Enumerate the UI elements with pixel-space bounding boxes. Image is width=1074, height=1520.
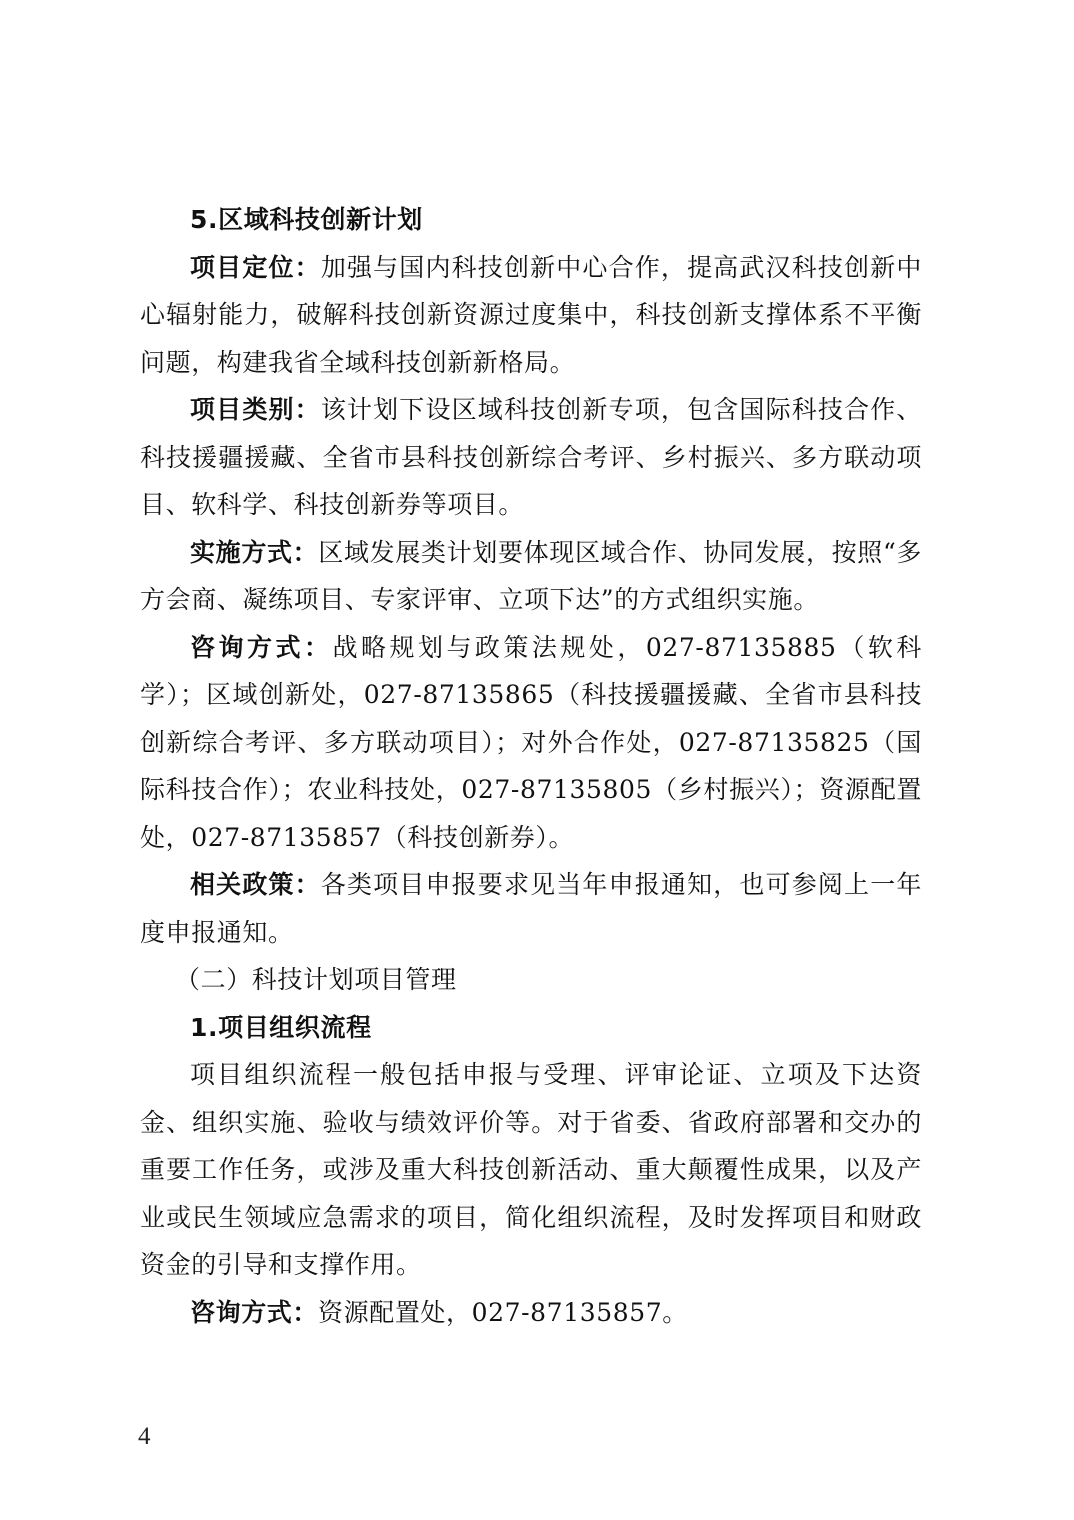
label-implementation: 实施方式：: [190, 537, 319, 567]
text-category: 该计划下设区域科技创新专项，包含国际科技合作、科技援疆援藏、全省市县科技创新综合考评、乡村振兴、多方联动项目、软科学、科技创新券等项目。: [140, 395, 922, 519]
text-policy: 各类项目申报要求见当年申报通知，也可参阅上一年度申报通知。: [140, 870, 922, 947]
paragraph-implementation: [140, 529, 922, 624]
page-content: [140, 196, 922, 1336]
page-number: 4: [138, 1423, 151, 1450]
text-consultation: 战略规划与政策法规处，027-87135885（软科学）；区域创新处，027-87135865（科技援疆援藏、全省市县科技创新综合考评、多方联动项目）；对外合作处，027-87135825（国际科技合作）；农业科技处，027-87135805（乡村振兴）；资源配置处，027-87135857（科技创新券）。: [140, 632, 922, 852]
process-body: 项目组织流程一般包括申报与受理、评审论证、立项及下达资金、组织实施、验收与绩效评价等。对于省委、省政府部署和交办的重要工作任务，或涉及重大科技创新活动、重大颠覆性成果，以及产业或民生领域应急需求的项目，简化组织流程，及时发挥项目和财政资金的引导和支撑作用。: [140, 1060, 922, 1279]
paragraph-positioning: [140, 244, 922, 387]
text-process-consultation: 资源配置处，027-87135857。: [318, 1297, 688, 1327]
label-positioning: 项目定位：: [190, 252, 321, 282]
subsection-heading: （二）科技计划项目管理: [175, 965, 457, 994]
text-implementation: 区域发展类计划要体现区域合作、协同发展，按照“多方会商、凝练项目、专家评审、立项下达”的方式组织实施。: [140, 537, 922, 614]
section-heading: 5.区域科技创新计划: [190, 205, 423, 234]
paragraph-process-consultation: [140, 1289, 922, 1337]
paragraph-policy: [140, 861, 922, 956]
text-positioning: 加强与国内科技创新中心合作，提高武汉科技创新中心辐射能力，破解科技创新资源过度集中，科技创新支撑体系不平衡问题，构建我省全域科技创新新格局。: [140, 252, 922, 377]
process-heading: 1.项目组织流程: [190, 1012, 372, 1042]
label-policy: 相关政策：: [190, 870, 321, 899]
label-consultation: 咨询方式：: [190, 632, 333, 662]
paragraph-category: [140, 386, 922, 529]
label-process-consultation: 咨询方式：: [190, 1297, 319, 1327]
label-category: 项目类别：: [190, 395, 321, 424]
paragraph-consultation: [140, 624, 922, 862]
